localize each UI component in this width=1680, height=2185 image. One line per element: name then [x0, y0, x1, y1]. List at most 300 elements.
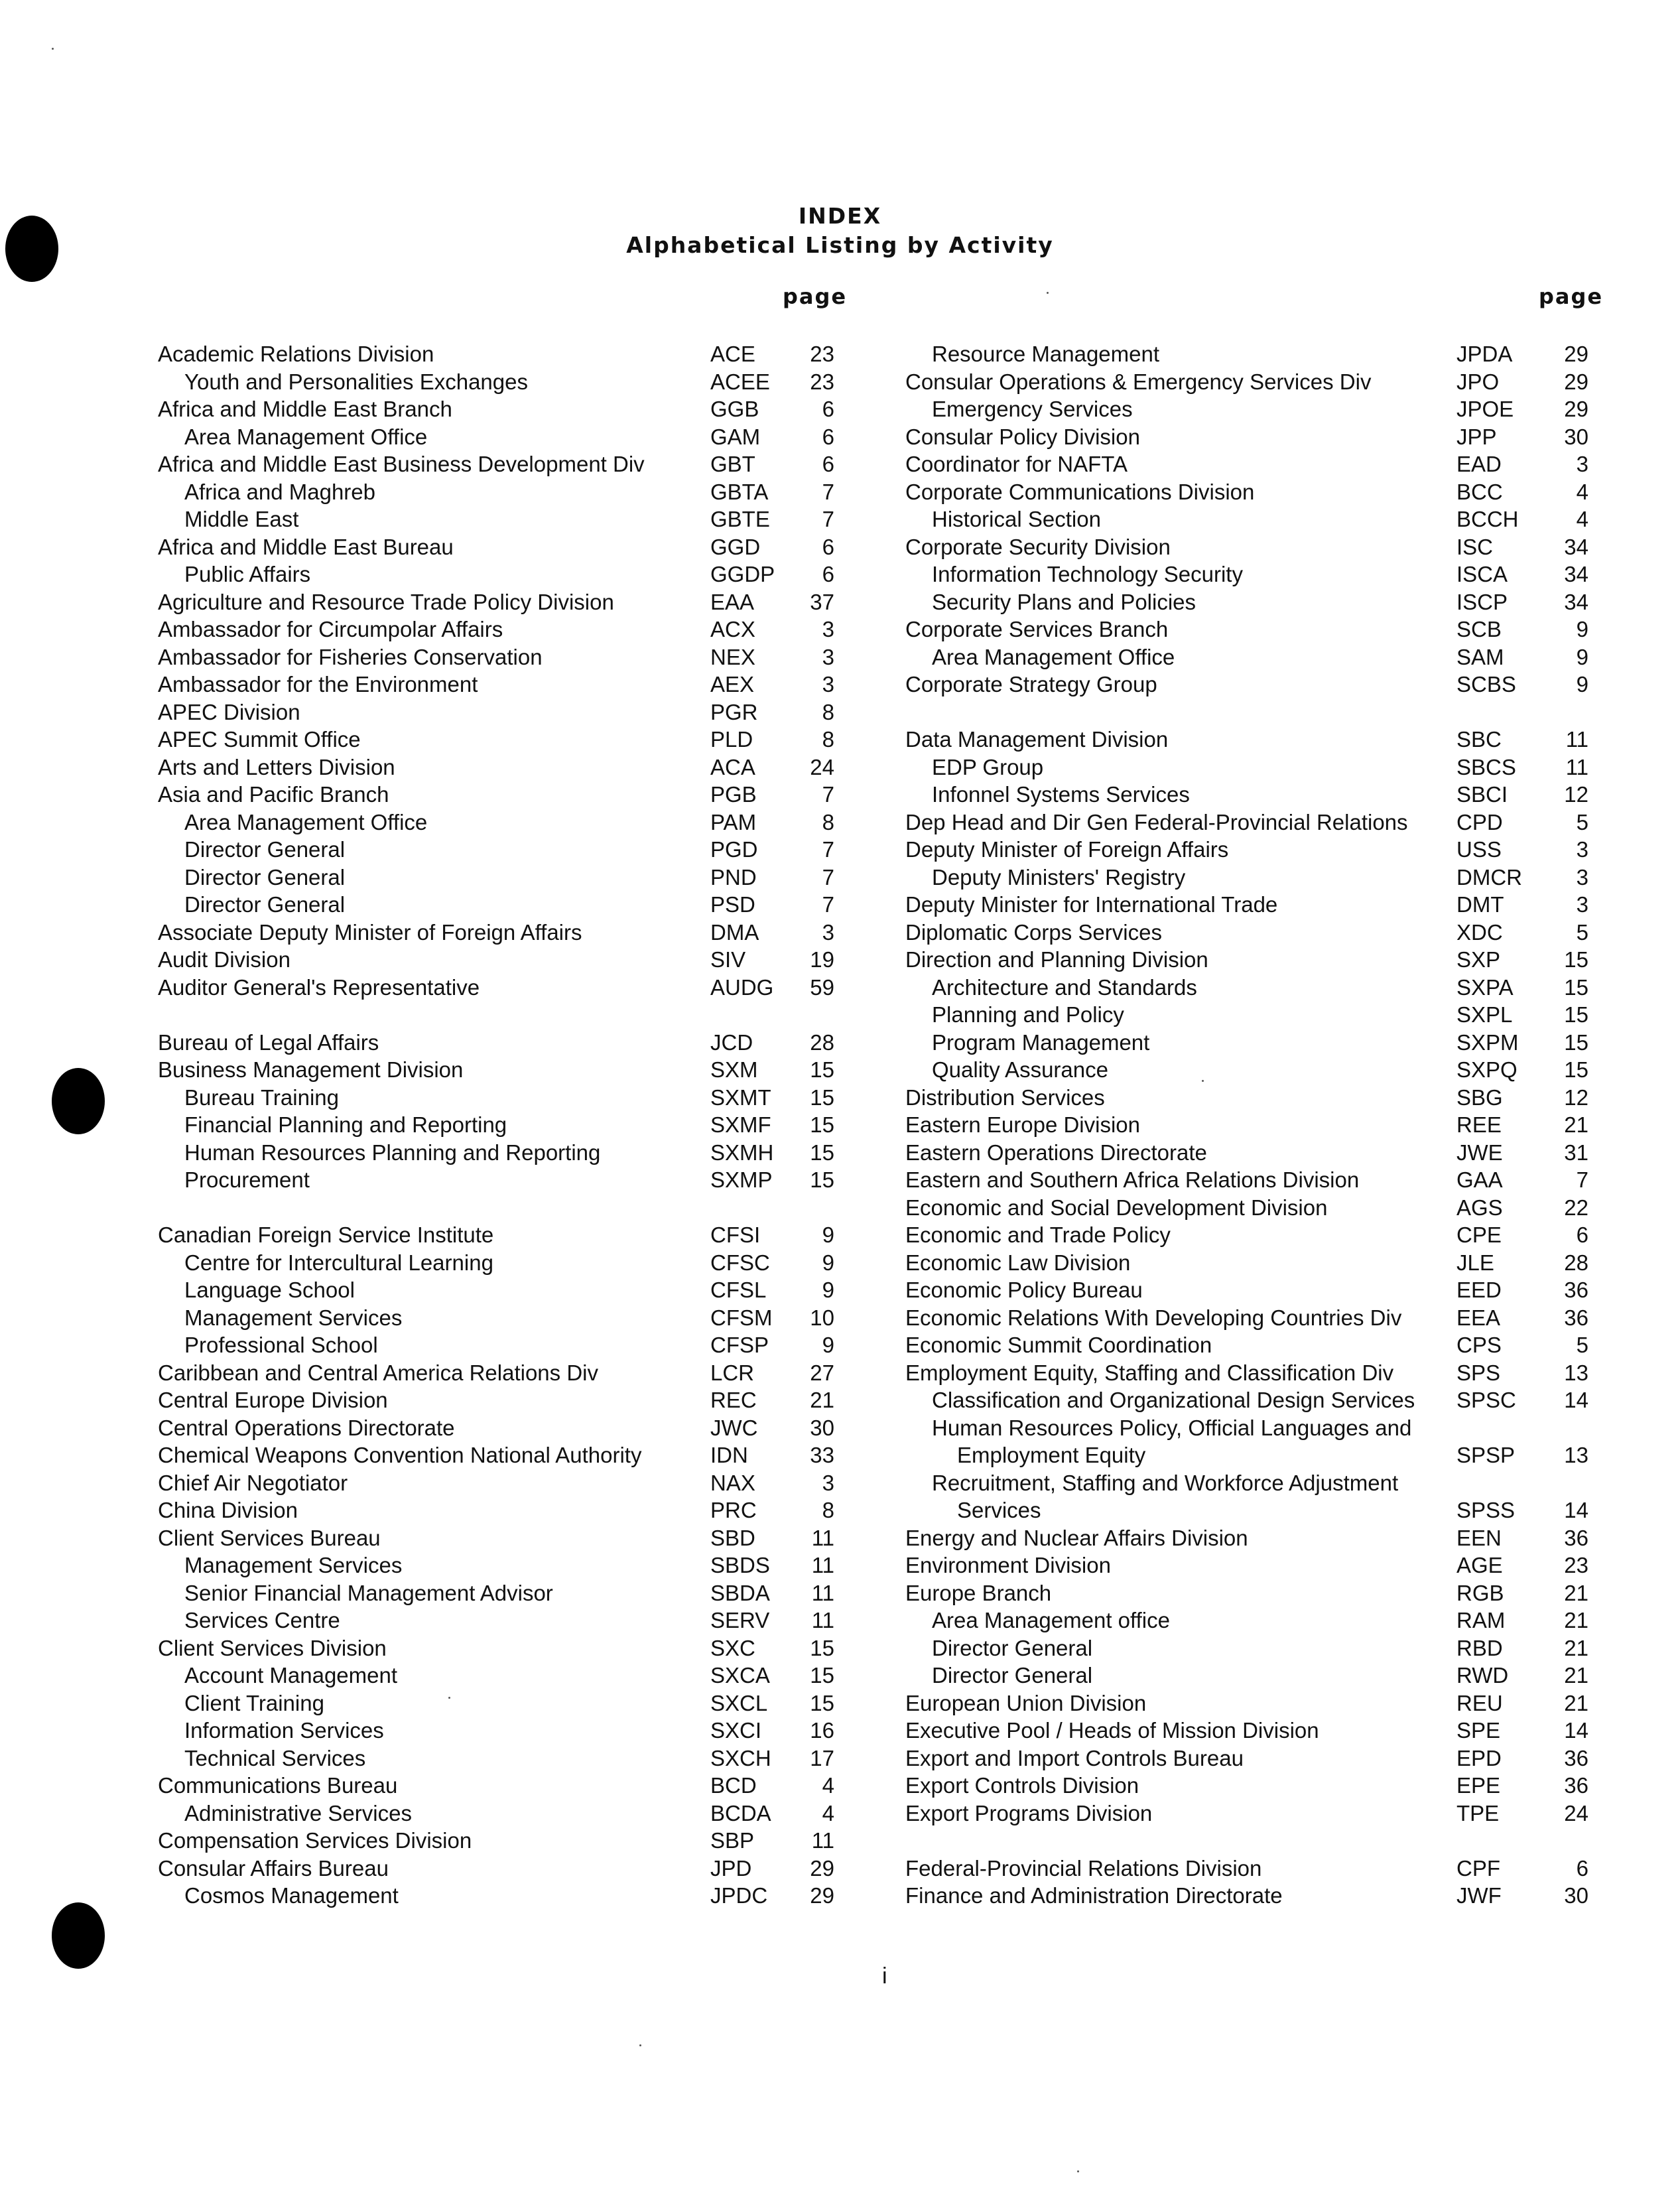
entry-code: CPS — [1456, 1333, 1502, 1357]
entry-code: JWE — [1456, 1140, 1503, 1165]
entry-name: Eastern Operations Directorate — [905, 1140, 1207, 1165]
index-entry — [905, 1689, 1592, 1717]
entry-name: Economic and Trade Policy — [905, 1223, 1171, 1247]
entry-name: Europe Branch — [905, 1580, 1052, 1605]
entry-code: CPD — [1456, 809, 1503, 834]
index-entry — [905, 505, 1592, 533]
index-entry — [158, 1084, 848, 1112]
entry-name: Recruitment, Staffing and Workforce Adjustment — [932, 1470, 1399, 1495]
index-entry — [158, 643, 848, 671]
entry-page: 59 — [810, 974, 834, 1000]
entry-code: SXCI — [710, 1718, 762, 1743]
entry-page: 13 — [1564, 1443, 1588, 1467]
index-spacer — [158, 1001, 848, 1029]
entry-page: 29 — [1564, 397, 1588, 421]
entry-code: EPE — [1456, 1773, 1501, 1798]
entry-name: Corporate Strategy Group — [905, 672, 1157, 696]
entry-page: 6 — [1576, 1855, 1588, 1881]
entry-page: 11 — [811, 1553, 834, 1577]
entry-code: GGD — [710, 534, 761, 559]
index-entry — [905, 754, 1592, 781]
index-entry — [905, 1029, 1592, 1057]
index-entry — [905, 1524, 1592, 1552]
entry-name: Energy and Nuclear Affairs Division — [905, 1525, 1248, 1550]
entry-code: EEN — [1456, 1525, 1502, 1550]
entry-page: 3 — [1576, 892, 1588, 917]
index-entry — [905, 616, 1592, 643]
entry-page: 9 — [822, 1223, 834, 1247]
entry-name: Technical Services — [184, 1745, 366, 1770]
entry-code: PGR — [710, 699, 758, 724]
entry-name: Management Services — [184, 1553, 403, 1577]
index-entry — [905, 643, 1592, 671]
entry-code: CFSP — [710, 1333, 769, 1357]
entry-page: 36 — [1564, 1773, 1588, 1798]
index-entry — [905, 1717, 1592, 1745]
entry-code: BCD — [710, 1773, 757, 1798]
entry-name: Data Management Division — [905, 727, 1169, 752]
entry-name: Cosmos Management — [184, 1883, 399, 1908]
index-entry — [158, 1166, 848, 1194]
punch-hole-middle — [52, 1068, 105, 1134]
index-entry — [905, 1772, 1592, 1800]
index-entry — [905, 1166, 1592, 1194]
entry-page: 9 — [1576, 644, 1588, 669]
index-entry — [905, 1249, 1592, 1277]
index-entry — [905, 946, 1592, 974]
entry-name: Account Management — [184, 1663, 398, 1688]
entry-code: SPSC — [1456, 1388, 1516, 1412]
index-entry — [158, 368, 848, 396]
entry-code: SXCA — [710, 1663, 770, 1688]
index-entry — [158, 1331, 848, 1359]
entry-name: Procurement — [184, 1167, 310, 1192]
entry-name: Director General — [932, 1663, 1093, 1688]
entry-name: Auditor General's Representative — [158, 974, 480, 1000]
entry-name: Diplomatic Corps Services — [905, 919, 1162, 945]
entry-code: PGD — [710, 837, 758, 862]
entry-page: 34 — [1564, 589, 1588, 614]
index-entry — [158, 946, 848, 974]
index-entry — [905, 781, 1592, 809]
entry-code: DMA — [710, 919, 759, 945]
entry-name: Economic Law Division — [905, 1250, 1131, 1275]
index-spacer — [158, 1194, 848, 1222]
entry-page: 29 — [810, 1883, 834, 1908]
entry-code: JPD — [710, 1855, 752, 1881]
entry-code: CFSM — [710, 1305, 773, 1330]
entry-page: 8 — [822, 699, 834, 724]
entry-code: JCD — [710, 1029, 753, 1055]
entry-name: Communications Bureau — [158, 1773, 398, 1798]
index-entry — [905, 1276, 1592, 1304]
entry-name: Eastern and Southern Africa Relations Division — [905, 1167, 1360, 1192]
entry-page: 12 — [1564, 1085, 1588, 1110]
entry-code: PAM — [710, 809, 757, 834]
entry-code: ISCP — [1456, 589, 1508, 614]
entry-name: Area Management Office — [184, 809, 428, 834]
title-block — [0, 202, 1680, 260]
entry-name: Classification and Organizational Design Services — [932, 1388, 1415, 1412]
entry-name: Coordinator for NAFTA — [905, 452, 1128, 476]
entry-code: SXMT — [710, 1085, 771, 1110]
entry-name: Bureau Training — [184, 1085, 339, 1110]
entry-page: 14 — [1564, 1718, 1588, 1743]
entry-page: 8 — [822, 1498, 834, 1522]
entry-name: EDP Group — [932, 754, 1044, 779]
entry-name: Deputy Minister for International Trade — [905, 892, 1278, 917]
index-entry — [158, 1249, 848, 1277]
index-entry — [158, 1634, 848, 1662]
entry-page: 15 — [810, 1112, 834, 1137]
index-entry — [158, 395, 848, 423]
index-entry — [158, 974, 848, 1002]
index-entry — [158, 1745, 848, 1772]
entry-name: Economic Relations With Developing Countries Div — [905, 1305, 1402, 1330]
entry-page: 3 — [1576, 452, 1588, 476]
entry-code: SPSS — [1456, 1498, 1516, 1522]
entry-page: 24 — [810, 754, 834, 779]
entry-name: Middle East — [184, 507, 299, 531]
entry-name: Dep Head and Dir Gen Federal-Provincial Relations — [905, 809, 1408, 834]
index-entry — [905, 891, 1592, 919]
entry-name: Ambassador for Circumpolar Affairs — [158, 617, 503, 641]
entry-code: ACEE — [710, 369, 770, 394]
entry-code: JPP — [1456, 424, 1497, 449]
entry-page: 6 — [1576, 1223, 1588, 1247]
entry-code: SXPA — [1456, 974, 1514, 1000]
entry-code: XDC — [1456, 919, 1503, 945]
entry-code: SXCL — [710, 1690, 768, 1715]
entry-name: Financial Planning and Reporting — [184, 1112, 507, 1137]
index-entry — [905, 423, 1592, 451]
entry-page: 34 — [1564, 534, 1588, 559]
index-entry — [905, 1469, 1592, 1524]
entry-code: CFSI — [710, 1223, 761, 1247]
entry-name: Director General — [184, 864, 346, 890]
entry-code: AGS — [1456, 1195, 1503, 1220]
entry-page: 6 — [822, 534, 834, 559]
index-entry — [158, 754, 848, 781]
entry-code: PGB — [710, 782, 757, 807]
index-entry — [905, 1001, 1592, 1029]
index-entry — [158, 1579, 848, 1607]
entry-code: JPO — [1456, 369, 1500, 394]
entry-code: RGB — [1456, 1580, 1504, 1605]
entry-name: Finance and Administration Directorate — [905, 1883, 1283, 1908]
index-entry — [158, 340, 848, 368]
entry-name: APEC Summit Office — [158, 727, 361, 752]
index-entry — [905, 395, 1592, 423]
entry-code: TPE — [1456, 1800, 1500, 1825]
page-subtitle: Alphabetical Listing by Activity — [626, 232, 1054, 258]
entry-page: 6 — [822, 424, 834, 449]
index-entry — [905, 1331, 1592, 1359]
entry-page: 5 — [1576, 809, 1588, 834]
entry-code: GAM — [710, 424, 761, 449]
entry-name: Area Management Office — [932, 644, 1175, 669]
index-entry — [158, 1304, 848, 1332]
index-entry — [158, 1800, 848, 1827]
entry-name: Africa and Maghreb — [184, 479, 375, 504]
index-entry — [905, 1359, 1592, 1387]
entry-page: 3 — [822, 617, 834, 641]
entry-name: Area Management Office — [184, 424, 428, 449]
entry-code: SXPM — [1456, 1029, 1519, 1055]
entry-name: Export Programs Division — [905, 1800, 1153, 1825]
index-entry — [158, 423, 848, 451]
entry-page: 8 — [822, 727, 834, 752]
entry-page: 11 — [811, 1608, 834, 1632]
index-entry — [158, 1139, 848, 1167]
index-entry — [158, 505, 848, 533]
entry-page: 15 — [1564, 1029, 1588, 1055]
entry-code: SXPL — [1456, 1002, 1513, 1027]
entry-name: Corporate Communications Division — [905, 479, 1255, 504]
entry-name: Area Management office — [932, 1608, 1170, 1632]
scan-speck — [52, 48, 54, 50]
entry-name: Export and Import Controls Bureau — [905, 1745, 1244, 1770]
entry-code: USS — [1456, 837, 1502, 862]
entry-name: Ambassador for the Environment — [158, 672, 478, 696]
entry-name: Executive Pool / Heads of Mission Division — [905, 1718, 1319, 1743]
entry-code: ACA — [710, 754, 755, 779]
entry-name: Africa and Middle East Business Development Div — [158, 452, 645, 476]
entry-name: Agriculture and Resource Trade Policy Division — [158, 589, 614, 614]
index-column-left — [158, 340, 848, 1910]
scan-speck — [1047, 292, 1049, 294]
entry-code: GAA — [1456, 1167, 1503, 1192]
entry-code: EAD — [1456, 452, 1502, 476]
entry-page: 3 — [822, 1470, 834, 1495]
index-entry — [158, 919, 848, 947]
index-entry — [158, 1524, 848, 1552]
entry-name: Information Services — [184, 1718, 384, 1743]
entry-page: 11 — [811, 1828, 834, 1853]
entry-code: SBDS — [710, 1553, 770, 1577]
entry-code: SBDA — [710, 1580, 770, 1605]
entry-code: EAA — [710, 589, 755, 614]
index-entry — [905, 1800, 1592, 1827]
entry-page: 36 — [1564, 1745, 1588, 1770]
index-entry — [905, 1111, 1592, 1139]
entry-page: 4 — [822, 1800, 834, 1825]
entry-page: 11 — [1565, 727, 1588, 752]
index-entry — [158, 1882, 848, 1910]
entry-name: Client Training — [184, 1690, 324, 1715]
entry-code: SBCI — [1456, 782, 1508, 807]
entry-name: Chemical Weapons Convention National Authority — [158, 1443, 642, 1467]
index-entry — [158, 1414, 848, 1442]
entry-name: Architecture and Standards — [932, 974, 1197, 1000]
index-entry — [158, 1772, 848, 1800]
index-entry — [158, 478, 848, 506]
entry-name: APEC Division — [158, 699, 300, 724]
entry-page: 7 — [822, 782, 834, 807]
entry-page: 15 — [810, 1057, 834, 1082]
entry-page: 3 — [1576, 837, 1588, 862]
entry-page: 27 — [810, 1360, 834, 1385]
entry-page: 22 — [1564, 1195, 1588, 1220]
entry-name: Africa and Middle East Branch — [158, 397, 452, 421]
entry-page: 16 — [810, 1718, 834, 1743]
entry-name: Youth and Personalities Exchanges — [184, 369, 528, 394]
entry-code: LCR — [710, 1360, 755, 1385]
entry-name: Resource Management — [932, 342, 1160, 366]
entry-code: CFSL — [710, 1278, 767, 1302]
entry-page: 15 — [1564, 974, 1588, 1000]
entry-name: Infonnel Systems Services — [932, 782, 1190, 807]
index-entry — [905, 974, 1592, 1002]
entry-page: 15 — [810, 1635, 834, 1660]
entry-name: Director General — [184, 892, 346, 917]
index-entry — [158, 671, 848, 698]
index-entry — [158, 1386, 848, 1414]
index-entry — [158, 864, 848, 892]
entry-code: SBD — [710, 1525, 755, 1550]
index-entry — [158, 1221, 848, 1249]
entry-name: Public Affairs — [184, 562, 311, 586]
entry-page: 7 — [822, 864, 834, 890]
entry-page: 36 — [1564, 1278, 1588, 1302]
entry-code: RWD — [1456, 1663, 1509, 1688]
entry-page: 21 — [1564, 1635, 1588, 1660]
entry-name: Language School — [184, 1278, 355, 1302]
entry-name: Management Services — [184, 1305, 403, 1330]
entry-name: China Division — [158, 1498, 298, 1522]
entry-code: SIV — [710, 947, 746, 972]
entry-page: 30 — [810, 1415, 834, 1440]
entry-code: PND — [710, 864, 757, 890]
entry-name: Corporate Security Division — [905, 534, 1171, 559]
entry-page: 21 — [1564, 1608, 1588, 1632]
entry-name: Eastern Europe Division — [905, 1112, 1141, 1137]
entry-page: 15 — [1564, 947, 1588, 972]
index-entry — [158, 1441, 848, 1469]
index-entry — [905, 533, 1592, 561]
entry-name: Africa and Middle East Bureau — [158, 534, 454, 559]
entry-page: 15 — [810, 1167, 834, 1192]
entry-page: 21 — [810, 1388, 834, 1412]
index-entry — [158, 588, 848, 616]
entry-code: SPS — [1456, 1360, 1501, 1385]
entry-page: 24 — [1564, 1800, 1588, 1825]
entry-name: Deputy Ministers' Registry — [932, 864, 1186, 890]
index-column-right — [905, 340, 1592, 1910]
entry-name: Central Operations Directorate — [158, 1415, 455, 1440]
entry-page: 5 — [1576, 919, 1588, 945]
entry-name: Academic Relations Division — [158, 342, 434, 366]
index-entry — [905, 588, 1592, 616]
entry-code: NAX — [710, 1470, 755, 1495]
entry-code: JPOE — [1456, 397, 1514, 421]
entry-page: 21 — [1564, 1690, 1588, 1715]
index-entry — [905, 836, 1592, 864]
entry-code: NEX — [710, 644, 755, 669]
index-entry — [905, 1139, 1592, 1167]
entry-name: Human Resources Policy, Official Languages and — [932, 1415, 1412, 1440]
scan-speck — [1077, 2170, 1079, 2172]
index-entry — [905, 1634, 1592, 1662]
entry-code: SXMP — [710, 1167, 773, 1192]
entry-page: 30 — [1564, 1883, 1588, 1908]
entry-name: European Union Division — [905, 1690, 1147, 1715]
entry-page: 15 — [810, 1085, 834, 1110]
entry-page: 7 — [822, 892, 834, 917]
entry-code: JLE — [1456, 1250, 1494, 1275]
entry-name: Historical Section — [932, 507, 1101, 531]
entry-page: 15 — [1564, 1002, 1588, 1027]
entry-code: CPE — [1456, 1223, 1502, 1247]
entry-page: 4 — [1576, 507, 1588, 531]
entry-page: 14 — [1564, 1498, 1588, 1522]
index-entry — [158, 891, 848, 919]
index-entry — [905, 864, 1592, 892]
entry-name: Client Services Bureau — [158, 1525, 381, 1550]
entry-page: 23 — [810, 342, 834, 366]
entry-page: 9 — [822, 1250, 834, 1275]
entry-page: 7 — [822, 507, 834, 531]
entry-page: 19 — [810, 947, 834, 972]
entry-code: ISCA — [1456, 562, 1508, 586]
entry-name: Corporate Services Branch — [905, 617, 1169, 641]
index-spacer — [905, 1827, 1592, 1855]
entry-page: 23 — [1564, 1553, 1588, 1577]
index-entry — [158, 1359, 848, 1387]
entry-page: 31 — [1564, 1140, 1588, 1165]
index-entry — [905, 1745, 1592, 1772]
entry-code: GBTE — [710, 507, 770, 531]
entry-code: SXC — [710, 1635, 755, 1660]
entry-page: 23 — [810, 369, 834, 394]
entry-code: JWF — [1456, 1883, 1502, 1908]
page-number-footer: i — [882, 1963, 887, 1989]
entry-name: Environment Division — [905, 1553, 1111, 1577]
index-entry — [905, 1552, 1592, 1579]
entry-code: RBD — [1456, 1635, 1503, 1660]
entry-code: JPDA — [1456, 342, 1513, 366]
entry-code: SXMH — [710, 1140, 774, 1165]
page-title: INDEX — [798, 203, 882, 229]
index-entry — [158, 1029, 848, 1057]
entry-page: 9 — [1576, 672, 1588, 696]
index-entry — [905, 1084, 1592, 1112]
entry-page: 17 — [810, 1745, 834, 1770]
entry-code: GBT — [710, 452, 755, 476]
entry-page: 29 — [1564, 369, 1588, 394]
entry-name: Economic Policy Bureau — [905, 1278, 1143, 1302]
index-entry — [905, 671, 1592, 698]
entry-name: Economic Summit Coordination — [905, 1333, 1212, 1357]
entry-code: AGE — [1456, 1553, 1503, 1577]
index-entry — [905, 809, 1592, 836]
entry-name: Consular Affairs Bureau — [158, 1855, 389, 1881]
index-entry — [158, 1276, 848, 1304]
entry-code: AEX — [710, 672, 755, 696]
entry-name: Employment Equity, Staffing and Classification Div — [905, 1360, 1394, 1385]
entry-name: Asia and Pacific Branch — [158, 782, 389, 807]
index-entry — [158, 1662, 848, 1689]
entry-code: SCB — [1456, 617, 1502, 641]
entry-code: BCCH — [1456, 507, 1519, 531]
index-entry — [905, 1855, 1592, 1883]
index-entry — [158, 1496, 848, 1524]
entry-page: 3 — [822, 644, 834, 669]
index-spacer — [905, 698, 1592, 726]
index-entry — [158, 1469, 848, 1497]
entry-code: SERV — [710, 1608, 770, 1632]
entry-page: 9 — [822, 1333, 834, 1357]
